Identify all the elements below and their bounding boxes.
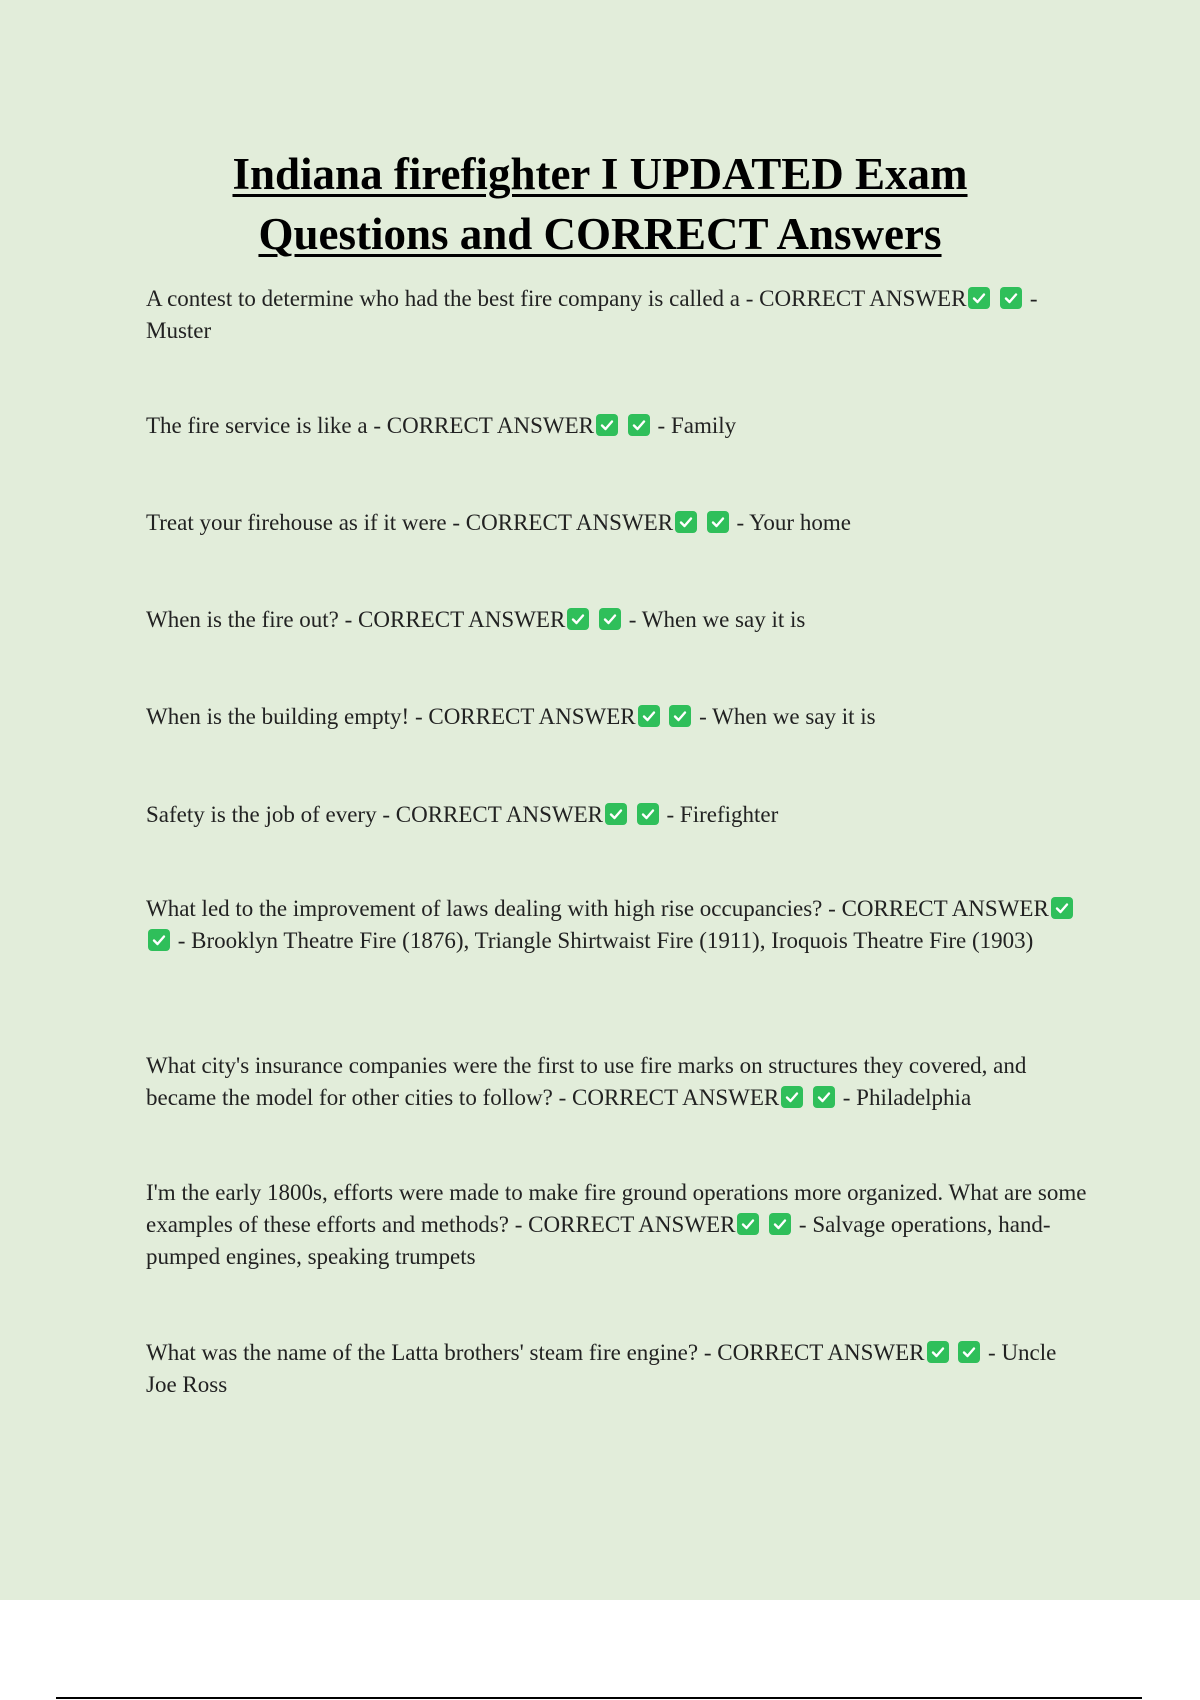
answer-text: Uncle Joe Ross bbox=[146, 1340, 1057, 1397]
answer-marker: CORRECT ANSWER bbox=[395, 802, 603, 827]
check-box-icon bbox=[968, 287, 990, 309]
question-text: When is the building empty! bbox=[146, 704, 410, 729]
question-text: What city's insurance companies were the first to use fire marks on structures they covered, and became the model for other cities to follow? bbox=[146, 1053, 1027, 1110]
qa-item: Safety is the job of every - CORRECT ANSWER - Firefighter bbox=[146, 802, 779, 827]
qa-item: The fire service is like a - CORRECT ANSWER - Family bbox=[146, 413, 737, 438]
qa-item: What led to the improvement of laws dealing with high rise occupancies? - CORRECT ANSWER - Brooklyn Theatre Fire (1876), Triangle Shirtwaist Fire (1911), Iroquois Theatre Fire (1903) bbox=[146, 893, 1092, 957]
answer-marker: CORRECT ANSWER bbox=[465, 510, 674, 535]
check-box-icon bbox=[599, 608, 621, 630]
answer-text: When we say it is bbox=[641, 607, 806, 632]
question-text: Treat your firehouse as if it were bbox=[146, 510, 447, 535]
check-box-icon bbox=[737, 1213, 759, 1235]
question-text: What led to the improvement of laws dealing with high rise occupancies? bbox=[146, 896, 823, 921]
answer-text: Family bbox=[670, 413, 737, 438]
check-box-icon bbox=[927, 1341, 949, 1363]
question-text: I'm the early 1800s, efforts were made to make fire ground operations more organized. What are some examples of these efforts and methods? bbox=[146, 1180, 1087, 1237]
check-box-icon bbox=[781, 1086, 803, 1108]
answer-text: Brooklyn Theatre Fire (1876), Triangle Shirtwaist Fire (1911), Iroquois Theatre Fire (1903) bbox=[191, 928, 1034, 953]
question-text: Safety is the job of every bbox=[146, 802, 377, 827]
answer-marker: CORRECT ANSWER bbox=[759, 286, 967, 311]
answer-marker: CORRECT ANSWER bbox=[572, 1085, 780, 1110]
check-box-icon bbox=[707, 511, 729, 533]
check-box-icon bbox=[958, 1341, 980, 1363]
answer-marker: CORRECT ANSWER bbox=[386, 413, 595, 438]
question-text: The fire service is like a bbox=[146, 413, 368, 438]
answer-text: Salvage operations, hand-pumped engines, speaking trumpets bbox=[146, 1212, 1051, 1269]
answer-text: Muster bbox=[146, 318, 212, 343]
check-box-icon bbox=[813, 1086, 835, 1108]
qa-item: What was the name of the Latta brothers' steam fire engine? - CORRECT ANSWER - Uncle Joe Ross bbox=[146, 1340, 1057, 1397]
qa-item: I'm the early 1800s, efforts were made to make fire ground operations more organized. What are some examples of these efforts and methods? - CORRECT ANSWER - Salvage operations, hand-pumped engines, speaking trumpets bbox=[146, 1180, 1087, 1269]
answer-marker: CORRECT ANSWER bbox=[717, 1340, 925, 1365]
qa-item: When is the building empty! - CORRECT ANSWER - When we say it is bbox=[146, 704, 876, 729]
title-line-1: Indiana firefighter I UPDATED Exam bbox=[232, 149, 968, 199]
footer-divider bbox=[56, 1697, 1142, 1699]
check-box-icon bbox=[1051, 897, 1073, 919]
check-box-icon bbox=[596, 414, 618, 436]
answer-marker: CORRECT ANSWER bbox=[528, 1212, 736, 1237]
check-box-icon bbox=[605, 803, 627, 825]
answer-marker: CORRECT ANSWER bbox=[841, 896, 1049, 921]
answer-marker: CORRECT ANSWER bbox=[358, 607, 566, 632]
answer-marker: CORRECT ANSWER bbox=[428, 704, 636, 729]
qa-item: Treat your firehouse as if it were - CORRECT ANSWER - Your home bbox=[146, 510, 851, 535]
check-box-icon bbox=[567, 608, 589, 630]
check-box-icon bbox=[675, 511, 697, 533]
answer-text: Firefighter bbox=[679, 802, 779, 827]
document-title bbox=[0, 144, 1200, 264]
qa-item: What city's insurance companies were the first to use fire marks on structures they covered, and became the model for other cities to follow? - CORRECT ANSWER - Philadelphia bbox=[146, 1053, 1027, 1110]
check-box-icon bbox=[637, 803, 659, 825]
check-box-icon bbox=[769, 1213, 791, 1235]
answer-text: Your home bbox=[749, 510, 851, 535]
question-text: When is the fire out? bbox=[146, 607, 339, 632]
answer-text: Philadelphia bbox=[856, 1085, 972, 1110]
question-text: A contest to determine who had the best fire company is called a bbox=[146, 286, 740, 311]
check-box-icon bbox=[148, 929, 170, 951]
qa-item: A contest to determine who had the best fire company is called a - CORRECT ANSWER - Muster bbox=[146, 286, 1038, 343]
qa-item: When is the fire out? - CORRECT ANSWER - When we say it is bbox=[146, 607, 806, 632]
check-box-icon bbox=[628, 414, 650, 436]
title-line-2: Questions and CORRECT Answers bbox=[258, 209, 942, 259]
check-box-icon bbox=[1000, 287, 1022, 309]
check-box-icon bbox=[669, 705, 691, 727]
question-text: What was the name of the Latta brothers' steam fire engine? bbox=[146, 1340, 699, 1365]
check-box-icon bbox=[638, 705, 660, 727]
answer-text: When we say it is bbox=[712, 704, 876, 729]
